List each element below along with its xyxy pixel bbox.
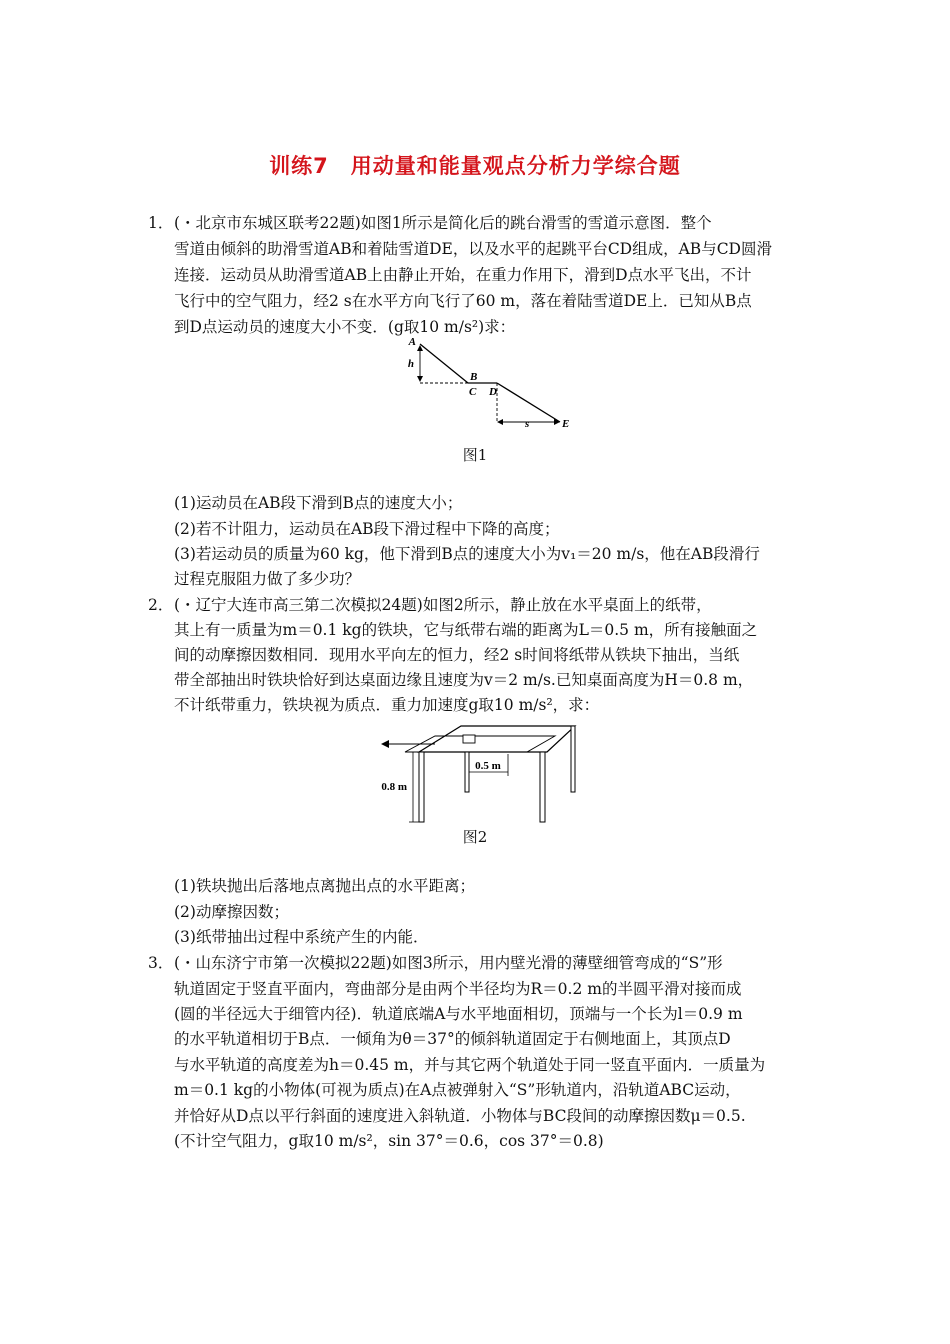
question-3-line: 的水平轨道相切于B点．一倾角为θ＝37°的倾斜轨道固定于右侧地面上，其顶点D — [174, 1030, 731, 1048]
table-leg-front-left — [419, 752, 424, 822]
question-3-line: m＝0.1 kg的小物体(可视为质点)在A点被弹射入“S”形轨道内，沿轨道ABC运动， — [174, 1081, 741, 1099]
table-leg-back-left — [465, 752, 469, 792]
label-e: E — [562, 418, 570, 430]
question-1-line: 到D点运动员的速度大小不变．(g取10 m/s²)求： — [174, 318, 516, 336]
question-1-subquestion: (3)若运动员的质量为60 kg，他下滑到B点的速度大小为v₁＝20 m/s，他在AB段滑行 — [174, 545, 760, 563]
label-width: 0.5 m — [475, 760, 501, 772]
question-2-number: 2． — [148, 596, 174, 614]
figure-2-table-diagram — [375, 718, 600, 826]
label-c: C — [469, 386, 477, 398]
arrowhead-left — [497, 419, 503, 425]
question-1-subquestion: (2)若不计阻力，运动员在AB段下滑过程中下降的高度； — [174, 520, 560, 538]
question-3-line: 轨道固定于竖直平面内，弯曲部分是由两个半径均为R＝0.2 m的半圆平滑对接而成 — [174, 980, 742, 998]
table-leg-front-right — [540, 752, 545, 822]
figure-1-ski-slope-diagram — [400, 334, 580, 434]
question-1-number: 1． — [148, 214, 174, 232]
label-b: B — [470, 371, 478, 383]
label-s: s — [525, 418, 530, 430]
question-2-line: 其上有一质量为m＝0.1 kg的铁块，它与纸带右端的距离为L＝0.5 m，所有接触面之 — [174, 621, 758, 639]
figure-2-caption: 图2 — [462, 828, 488, 846]
label-a: A — [408, 336, 416, 348]
question-2-subquestion: (3)纸带抽出过程中系统产生的内能． — [174, 928, 429, 946]
arrowhead-down — [417, 376, 423, 382]
figure-1-caption: 图1 — [462, 446, 488, 464]
question-2-line: 不计纸带重力，铁块视为质点．重力加速度g取10 m/s²，求： — [174, 696, 600, 714]
question-2-line: 间的动摩擦因数相同．现用水平向左的恒力，经2 s时间将纸带从铁块下抽出，当纸 — [174, 646, 740, 664]
label-height: 0.8 m — [381, 781, 407, 793]
question-2-line: 带全部抽出时铁块恰好到达桌面边缘且速度为v＝2 m/s.已知桌面高度为H＝0.8 m， — [174, 671, 754, 689]
question-3-line: 与水平轨道的高度差为h＝0.45 m，并与其它两个轨道处于同一竖直平面内．一质量为 — [174, 1056, 766, 1074]
question-1-line: 雪道由倾斜的助滑雪道AB和着陆雪道DE，以及水平的起跳平台CD组成，AB与CD圆滑 — [174, 240, 772, 258]
question-3-line: (圆的半径远大于细管内径)．轨道底端A与水平地面相切，顶端与一个长为l＝0.9 m — [174, 1005, 743, 1023]
label-h: h — [407, 358, 414, 370]
table-top — [419, 726, 575, 752]
question-2-subquestion: (2)动摩擦因数； — [174, 903, 289, 921]
label-d: D — [489, 386, 497, 398]
page-title: 训练7 用动量和能量观点分析力学综合题 — [269, 154, 681, 178]
question-1-line: 飞行中的空气阻力，经2 s在水平方向飞行了60 m，落在着陆雪道DE上．已知从B点 — [174, 292, 752, 310]
question-3-line: 并恰好从D点以平行斜面的速度进入斜轨道．小物体与BC段间的动摩擦因数μ＝0.5. — [174, 1107, 746, 1125]
question-2-subquestion: (1)铁块抛出后落地点离抛出点的水平距离； — [174, 877, 475, 895]
question-3-line: (・山东济宁市第一次模拟22题)如图3所示，用内壁光滑的薄壁细管弯成的“S”形 — [174, 954, 723, 972]
question-3-line: (不计空气阻力，g取10 m/s²，sin 37°＝0.6，cos 37°＝0.8) — [174, 1132, 604, 1150]
table-leg-back-right — [571, 726, 575, 792]
question-1-line: (・北京市东城区联考22题)如图1所示是简化后的跳台滑雪的雪道示意图．整个 — [174, 214, 712, 232]
question-1-subquestion: (1)运动员在AB段下滑到B点的速度大小； — [174, 494, 463, 512]
question-1-line: 连接．运动员从助滑雪道AB上由静止开始，在重力作用下，滑到D点水平飞出，不计 — [174, 266, 752, 284]
question-3-number: 3． — [148, 954, 174, 972]
force-arrowhead — [381, 740, 389, 748]
question-1-subquestion: 过程克服阻力做了多少功？ — [174, 570, 361, 588]
slope-de-line — [497, 383, 560, 422]
iron-block — [463, 735, 475, 743]
slope-ab-line — [420, 344, 468, 383]
question-2-line: (・辽宁大连市高三第二次模拟24题)如图2所示，静止放在水平桌面上的纸带， — [174, 596, 712, 614]
